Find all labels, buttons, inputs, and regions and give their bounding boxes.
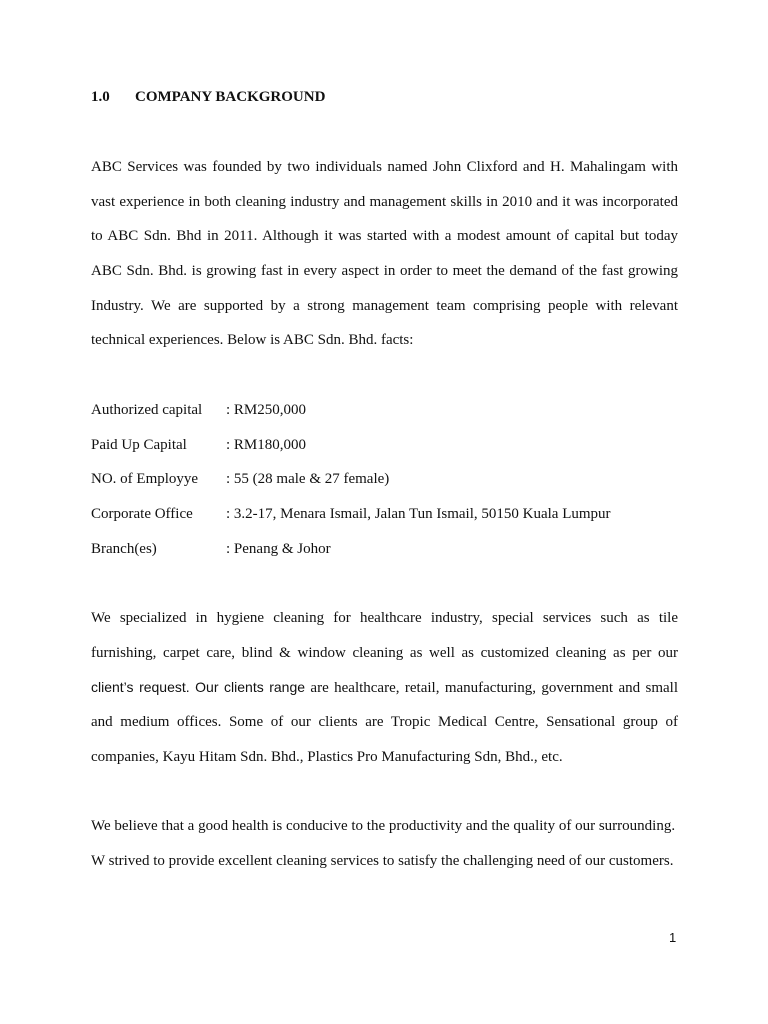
- fact-value: : RM180,000: [226, 436, 307, 453]
- intro-line: technical experiences. Below is ABC Sdn. Bhd. facts:: [91, 332, 414, 349]
- fact-label: Authorized capital: [91, 402, 203, 418]
- fact-value: : RM250,000: [226, 402, 307, 418]
- fact-label: Corporate Office: [91, 506, 193, 523]
- fact-label: NO. of Employye: [91, 471, 199, 488]
- services-text-segment: client’s request. Our clients range: [91, 679, 306, 696]
- fact-row-authorized-capital: [91, 393, 611, 428]
- services-line: [91, 670, 678, 705]
- section-heading: [91, 89, 325, 106]
- fact-row-paid-up-capital: [91, 428, 611, 463]
- intro-paragraph: [91, 150, 678, 358]
- section-number: 1.0: [91, 89, 110, 105]
- services-paragraph: [91, 601, 678, 774]
- intro-line: to ABC Sdn. Bhd in 2011. Although it was started with a modest amount of capital but today: [91, 228, 678, 245]
- company-facts-list: [91, 393, 611, 566]
- fact-label: Paid Up Capital: [91, 436, 187, 453]
- page-number: 1: [669, 930, 677, 945]
- services-line: furnishing, carpet care, blind & window cleaning as well as customized cleaning as per our: [91, 644, 678, 661]
- intro-line: Industry. We are supported by a strong management team comprising people with relevant: [91, 297, 678, 314]
- section-title: COMPANY BACKGROUND: [135, 89, 326, 105]
- closing-paragraph: [91, 809, 678, 878]
- fact-row-branches: [91, 532, 611, 567]
- services-line: We specialized in hygiene cleaning for healthcare industry, special services such as tile: [91, 610, 678, 626]
- intro-line: vast experience in both cleaning industry and management skills in 2010 and it was incorporated: [91, 193, 678, 210]
- fact-value: : 55 (28 male & 27 female): [226, 471, 390, 488]
- services-line: and medium offices. Some of our clients are Tropic Medical Centre, Sensational group of: [91, 714, 678, 731]
- fact-value: : Penang & Johor: [226, 540, 331, 557]
- services-text-segment: are healthcare, retail, manufacturing, government and small: [305, 680, 678, 697]
- fact-value: : 3.2-17, Menara Ismail, Jalan Tun Ismail, 50150 Kuala Lumpur: [226, 506, 611, 523]
- fact-label: Branch(es): [91, 540, 157, 557]
- services-line: companies, Kayu Hitam Sdn. Bhd., Plastics Pro Manufacturing Sdn, Bhd., etc.: [91, 748, 563, 765]
- closing-line: W strived to provide excellent cleaning services to satisfy the challenging need of our customers.: [91, 852, 674, 869]
- intro-line: ABC Services was founded by two individuals named John Clixford and H. Mahalingam with: [91, 159, 678, 175]
- intro-line: ABC Sdn. Bhd. is growing fast in every aspect in order to meet the demand of the fast growing: [91, 263, 678, 280]
- fact-row-employees: [91, 462, 611, 497]
- closing-line: We believe that a good health is conducive to the productivity and the quality of our surrounding.: [91, 818, 676, 834]
- fact-row-corporate-office: [91, 497, 611, 532]
